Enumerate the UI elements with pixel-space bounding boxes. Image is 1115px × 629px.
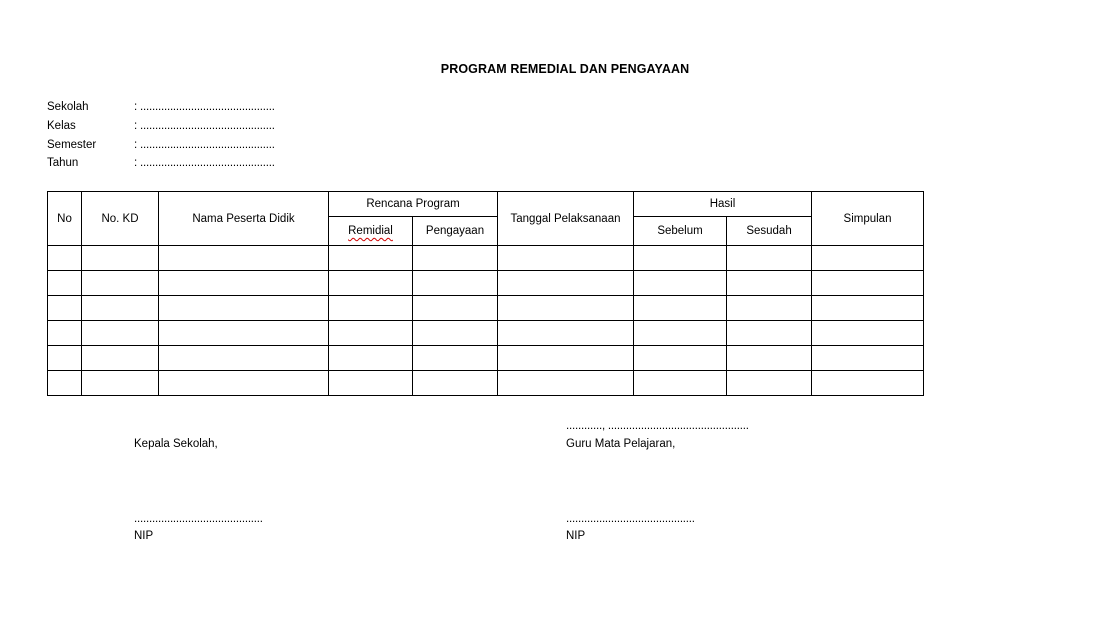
table-cell [413, 246, 498, 271]
table-cell [82, 321, 159, 346]
table-cell [413, 271, 498, 296]
table-cell [48, 296, 82, 321]
table-row [48, 321, 924, 346]
table-cell [329, 371, 413, 396]
table-cell [159, 271, 329, 296]
table-cell [812, 271, 924, 296]
table-cell [634, 371, 727, 396]
info-label: Sekolah [47, 101, 89, 113]
header-simpulan: Simpulan [812, 192, 924, 246]
table-cell [812, 346, 924, 371]
table-cell [48, 246, 82, 271]
table-cell [82, 346, 159, 371]
table-cell [634, 246, 727, 271]
table-cell [727, 271, 812, 296]
table-cell [727, 296, 812, 321]
right-signature-title: Guru Mata Pelajaran, [566, 438, 676, 450]
header-sebelum: Sebelum [634, 217, 727, 246]
header-pengayaan: Pengayaan [413, 217, 498, 246]
table-cell [413, 296, 498, 321]
remedial-table [47, 191, 924, 396]
table-cell [498, 296, 634, 321]
table-cell [498, 371, 634, 396]
table-cell [159, 246, 329, 271]
info-value: : ............................................. [134, 139, 275, 151]
table-cell [48, 371, 82, 396]
info-value: : ............................................. [134, 157, 275, 169]
place-date-line: ............, ............................................... [566, 420, 749, 432]
table-cell [812, 246, 924, 271]
document-title: PROGRAM REMEDIAL DAN PENGAYAAN [440, 62, 690, 76]
info-value: : ............................................. [134, 101, 275, 113]
table-cell [498, 321, 634, 346]
table-cell [727, 346, 812, 371]
header-rencana-program: Rencana Program [329, 192, 498, 217]
header-no: No [48, 192, 82, 246]
info-label: Tahun [47, 157, 79, 169]
table-cell [48, 271, 82, 296]
table-cell [498, 271, 634, 296]
table-cell [498, 346, 634, 371]
header-no-kd: No. KD [82, 192, 159, 246]
table-cell [82, 296, 159, 321]
table-cell [812, 321, 924, 346]
header-remidial [329, 217, 413, 246]
header-sesudah: Sesudah [727, 217, 812, 246]
table-row [48, 346, 924, 371]
left-nip-label: NIP [134, 530, 154, 542]
table-cell [413, 371, 498, 396]
table-cell [727, 246, 812, 271]
left-signature-title: Kepala Sekolah, [134, 438, 218, 450]
table-row [48, 296, 924, 321]
table-cell [812, 371, 924, 396]
table-cell [634, 346, 727, 371]
table-cell [329, 346, 413, 371]
table-cell [634, 296, 727, 321]
header-nama-peserta: Nama Peserta Didik [159, 192, 329, 246]
info-value: : ............................................. [134, 120, 275, 132]
table-cell [159, 371, 329, 396]
left-signature-line: ........................................... [134, 513, 263, 525]
table-cell [634, 271, 727, 296]
table-cell [329, 296, 413, 321]
table-cell [727, 321, 812, 346]
table-cell [329, 271, 413, 296]
table-cell [82, 371, 159, 396]
table-cell [48, 321, 82, 346]
table-cell [727, 371, 812, 396]
table-cell [82, 271, 159, 296]
header-hasil: Hasil [634, 192, 812, 217]
header-remidial-label: Remidial [348, 225, 393, 237]
table-cell [634, 321, 727, 346]
table-cell [812, 296, 924, 321]
right-signature-line: ........................................... [566, 513, 695, 525]
header-tanggal-pelaksanaan: Tanggal Pelaksanaan [498, 192, 634, 246]
table-cell [329, 246, 413, 271]
table-cell [159, 346, 329, 371]
table-cell [48, 346, 82, 371]
info-label: Semester [47, 139, 97, 151]
table-row [48, 246, 924, 271]
table-cell [413, 346, 498, 371]
table-row [48, 271, 924, 296]
table-cell [498, 246, 634, 271]
table-cell [329, 321, 413, 346]
table-cell [82, 246, 159, 271]
table-cell [413, 321, 498, 346]
table-row [48, 371, 924, 396]
right-nip-label: NIP [566, 530, 586, 542]
table-cell [159, 296, 329, 321]
table-cell [159, 321, 329, 346]
info-label: Kelas [47, 120, 76, 132]
